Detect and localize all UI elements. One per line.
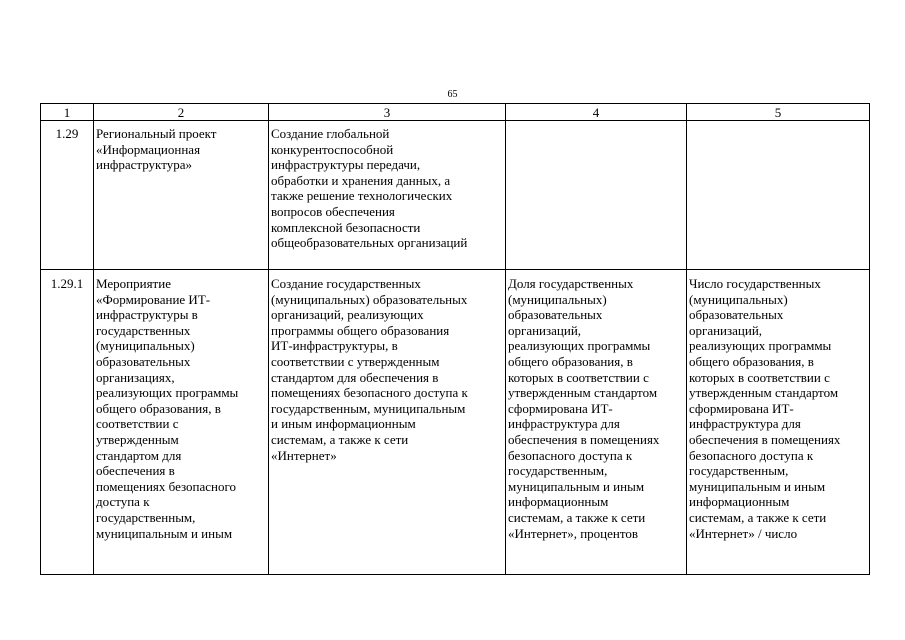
indicator-cell: Доля государственных (муниципальных) образовательных организаций, реализующих программы общего образования, в которых в соответствии с утвержденным стандартом сформирована ИТ- инфраструктура для обеспечения в помещениях безопасного доступа к государственным, муниципальным и иным информационным системам, а также к сети «Интернет», процентов xyxy=(506,270,687,575)
header-cell-2: 2 xyxy=(94,104,269,121)
table-row xyxy=(41,270,870,575)
header-cell-5: 5 xyxy=(687,104,870,121)
description-cell: Создание государственных (муниципальных) образовательных организаций, реализующих программы общего образования ИТ-инфраструктуры, в соответствии с утвержденным стандартом для обеспечения в помещениях безопасного доступа к государственным, муниципальным и иным информационным системам, а также к сети «Интернет» xyxy=(269,270,506,575)
row-number-cell: 1.29.1 xyxy=(41,270,94,575)
header-cell-3: 3 xyxy=(269,104,506,121)
data-table xyxy=(40,103,870,575)
measure-name-cell: Мероприятие «Формирование ИТ- инфраструктуры в государственных (муниципальных) образовательных организациях, реализующих программы общего образования, в соответствии с утвержденным стандартом для обеспечения в помещениях безопасного доступа к государственным, муниципальным и иным xyxy=(94,270,269,575)
table-row xyxy=(41,121,870,270)
table-header-row xyxy=(41,104,870,121)
header-cell-1: 1 xyxy=(41,104,94,121)
indicator-cell xyxy=(506,121,687,270)
count-cell: Число государственных (муниципальных) образовательных организаций, реализующих программы общего образования, в которых в соответствии с утвержденным стандартом сформирована ИТ- инфраструктура для обеспечения в помещениях безопасного доступа к государственным, муниципальным и иным информационным системам, а также к сети «Интернет» / число xyxy=(687,270,870,575)
description-cell: Создание глобальной конкурентоспособной инфраструктуры передачи, обработки и хранения данных, а также решение технологических вопросов обеспечения комплексной безопасности общеобразовательных организаций xyxy=(269,121,506,270)
project-name-cell: Региональный проект «Информационная инфраструктура» xyxy=(94,121,269,270)
count-cell xyxy=(687,121,870,270)
page-number: 65 xyxy=(447,89,458,100)
header-cell-4: 4 xyxy=(506,104,687,121)
row-number-cell: 1.29 xyxy=(41,121,94,270)
